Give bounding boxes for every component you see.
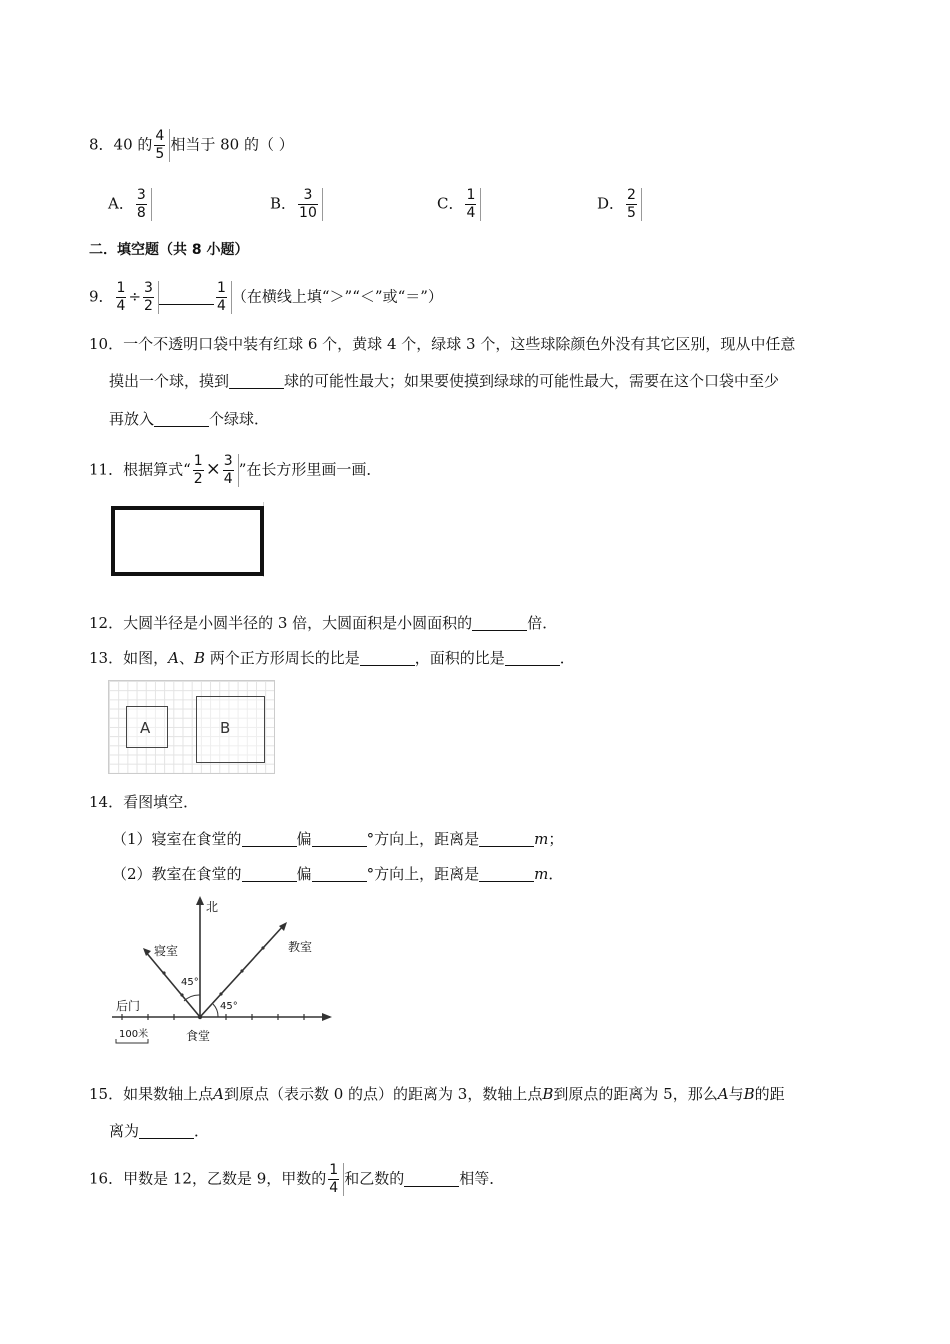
angle-label-dorm: 45° — [181, 977, 199, 988]
denominator: 2 — [144, 298, 153, 314]
backdoor-label: 后门 — [116, 999, 141, 1013]
question-text: 一个不透明口袋中装有红球 6 个，黄球 4 个，绿球 3 个，这些球除颜色外没有其它区别，现从中任意 — [123, 335, 796, 353]
numerator: 1 — [116, 280, 126, 296]
answer-blank[interactable] — [242, 865, 297, 882]
answer-blank[interactable] — [312, 865, 367, 882]
question-number: 9． — [89, 287, 114, 306]
question-number: 16． — [89, 1169, 124, 1188]
answer-blank[interactable] — [139, 1122, 194, 1139]
denominator: 4 — [116, 298, 126, 314]
denominator: 10 — [299, 205, 317, 221]
section-heading: 二．填空题（共 8 小题） — [89, 242, 249, 258]
variable: A — [213, 1085, 224, 1103]
question-text: 看图填空． — [123, 793, 199, 811]
label-a: A — [140, 719, 151, 737]
fraction — [296, 188, 323, 221]
answer-blank[interactable] — [360, 649, 415, 666]
option-c[interactable] — [437, 188, 481, 221]
question-12 — [89, 612, 557, 634]
question-9 — [89, 281, 443, 314]
classroom-label: 教室 — [288, 940, 313, 954]
question-text: °方向上，距离是 — [366, 830, 480, 848]
question-10-line-1 — [89, 333, 795, 355]
question-text: 如图， — [123, 649, 169, 667]
question-10-line-3 — [109, 408, 269, 430]
fraction — [624, 188, 642, 221]
numerator: 2 — [627, 187, 636, 203]
numerator: 1 — [193, 453, 203, 469]
question-15-line-2 — [109, 1120, 209, 1142]
question-text: 的距 — [754, 1085, 785, 1103]
variable: B — [193, 649, 205, 667]
operator: × — [205, 458, 221, 480]
label-b: B — [220, 719, 231, 737]
numerator: 1 — [329, 1162, 339, 1178]
question-text: 到原点（表示数 0 的点）的距离为 3，数轴上点 — [223, 1085, 543, 1103]
question-10-line-2 — [109, 370, 779, 392]
numerator: 3 — [223, 453, 233, 469]
variable: A — [168, 649, 179, 667]
numerator: 3 — [136, 187, 146, 203]
question-number: 14． — [89, 793, 124, 811]
question-16 — [89, 1163, 504, 1196]
angle-label-classroom: 45° — [220, 1001, 238, 1012]
dorm-arrow-icon — [143, 948, 151, 956]
angle-arc-classroom — [213, 1004, 218, 1017]
variable: A — [717, 1085, 729, 1103]
dorm-label: 寝室 — [154, 944, 179, 958]
scale-label: 100米 — [119, 1029, 149, 1040]
option-label: D． — [597, 194, 625, 213]
numerator: 3 — [303, 187, 313, 203]
unit: m — [534, 830, 549, 848]
answer-blank[interactable] — [154, 410, 209, 427]
question-text: ． — [194, 1122, 210, 1140]
squares-grid-figure — [108, 680, 275, 774]
question-text: 摸出一个球，摸到 — [109, 372, 230, 390]
denominator: 4 — [223, 471, 233, 487]
canteen-label: 食堂 — [186, 1029, 211, 1043]
fraction — [134, 188, 152, 221]
question-text: 如果数轴上点 — [123, 1085, 214, 1103]
operator: ÷ — [128, 287, 142, 306]
question-8 — [89, 129, 294, 162]
fraction — [152, 129, 170, 162]
answer-blank[interactable] — [479, 830, 534, 847]
option-label: A． — [108, 194, 134, 213]
denominator: 5 — [155, 146, 165, 162]
fraction — [463, 188, 481, 221]
question-14 — [89, 791, 198, 813]
fraction — [141, 281, 159, 314]
option-b[interactable] — [270, 188, 323, 221]
fraction — [193, 454, 204, 487]
question-14-part-1 — [112, 828, 563, 850]
question-number: 11． — [89, 460, 124, 479]
question-text: ． — [548, 865, 564, 883]
question-number: 12． — [89, 614, 124, 632]
answer-blank[interactable] — [404, 1170, 459, 1187]
question-text: 离为 — [109, 1122, 140, 1140]
option-d[interactable] — [597, 188, 642, 221]
denominator: 5 — [627, 205, 636, 221]
fraction — [116, 281, 127, 314]
origin-point — [198, 1015, 202, 1019]
question-text: 根据算式“ — [123, 460, 191, 479]
rectangle — [111, 506, 264, 576]
question-14-part-2 — [112, 863, 563, 885]
question-number: 10． — [89, 335, 124, 353]
rectangle-drawing-area[interactable] — [108, 502, 264, 577]
denominator: 4 — [329, 1180, 339, 1196]
square-b — [196, 696, 265, 763]
answer-blank[interactable] — [505, 649, 560, 666]
question-text: 个绿球． — [209, 410, 270, 428]
question-text: ”在长方形里画一画． — [238, 460, 382, 479]
question-number: 15． — [89, 1085, 124, 1103]
north-label: 北 — [206, 900, 219, 914]
denominator: 4 — [216, 298, 226, 314]
question-text: 相当于 80 的（ ） — [170, 135, 294, 154]
fraction — [221, 454, 239, 487]
question-text: 偏 — [296, 865, 312, 883]
unit: m — [534, 865, 549, 883]
question-text: 大圆半径是小圆半径的 3 倍，大圆面积是小圆面积的 — [123, 614, 473, 632]
question-text: 40 的 — [113, 135, 153, 154]
option-a[interactable] — [108, 188, 152, 221]
question-text: 、 — [178, 649, 194, 667]
question-text: 偏 — [296, 830, 312, 848]
question-text: 再放入 — [109, 410, 155, 428]
numerator: 3 — [144, 280, 153, 296]
denominator: 4 — [466, 205, 476, 221]
fraction — [326, 1163, 344, 1196]
question-text: 倍． — [527, 614, 558, 632]
question-15-line-1 — [89, 1083, 785, 1105]
question-text: °方向上，距离是 — [366, 865, 480, 883]
question-text: 两个正方形周长的比是 — [205, 649, 360, 667]
denominator: 8 — [136, 205, 146, 221]
answer-blank[interactable] — [312, 830, 367, 847]
answer-blank[interactable] — [479, 865, 534, 882]
question-text: 相等． — [459, 1169, 505, 1188]
numerator: 1 — [466, 187, 476, 203]
question-text: （2）教室在食堂的 — [112, 865, 242, 883]
fraction — [214, 281, 232, 314]
question-text: ，面积的比是 — [414, 649, 505, 667]
option-label: B． — [270, 194, 297, 213]
question-text: 球的可能性最大；如果要使摸到绿球的可能性最大，需要在这个口袋中至少 — [284, 372, 780, 390]
question-text: ； — [548, 830, 564, 848]
question-11 — [89, 454, 381, 487]
question-text: （1）寝室在食堂的 — [112, 830, 242, 848]
answer-blank[interactable] — [472, 614, 527, 631]
answer-blank[interactable] — [242, 830, 297, 847]
answer-blank[interactable] — [159, 288, 214, 305]
question-number: 8． — [89, 135, 114, 154]
numerator: 1 — [216, 280, 226, 296]
question-text: （在横线上填“＞”“＜”或“＝”） — [231, 287, 443, 306]
question-text: 到原点的距离为 5，那么 — [553, 1085, 718, 1103]
question-text: 和乙数的 — [344, 1169, 405, 1188]
denominator: 2 — [193, 471, 203, 487]
question-text: 与 — [728, 1085, 744, 1103]
question-number: 13． — [89, 649, 124, 667]
question-text: 甲数是 12，乙数是 9，甲数的 — [123, 1169, 327, 1188]
direction-map-figure — [108, 893, 338, 1049]
numerator: 4 — [155, 128, 165, 144]
answer-blank[interactable] — [229, 372, 284, 389]
variable: B — [542, 1085, 554, 1103]
question-text: ． — [559, 649, 575, 667]
variable: B — [743, 1085, 755, 1103]
question-13 — [89, 647, 575, 669]
north-arrow-icon — [196, 896, 204, 905]
east-arrow-icon — [322, 1013, 332, 1021]
option-label: C． — [437, 194, 464, 213]
